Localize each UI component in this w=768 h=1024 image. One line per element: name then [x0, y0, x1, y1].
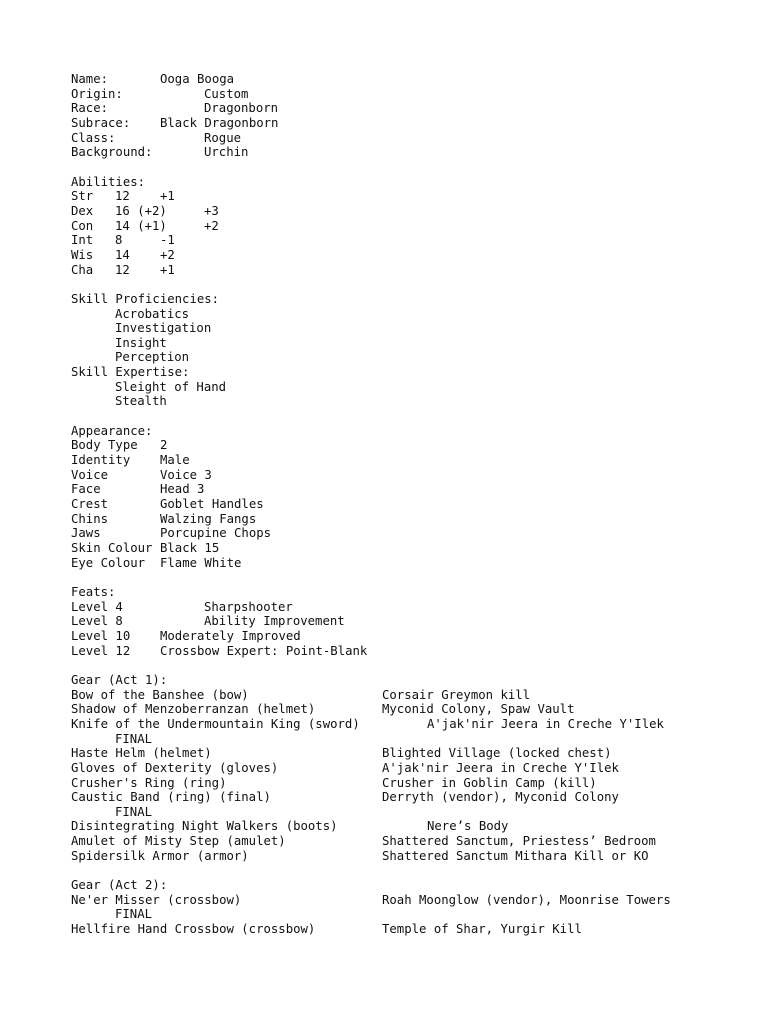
ability-score: 16 (+2) — [115, 203, 167, 218]
appearance-value: Porcupine Chops — [160, 526, 272, 541]
skill-item — [71, 336, 731, 351]
feat-row — [71, 644, 731, 659]
feat-level: Level 12 — [71, 643, 131, 658]
background-label: Background: — [71, 145, 153, 160]
gear-row — [71, 717, 731, 732]
gear-item: Bow of the Banshee (bow) — [71, 687, 249, 702]
gear-item: Spidersilk Armor (armor) — [71, 848, 249, 863]
ability-row — [71, 189, 731, 204]
gear-item: Crusher's Ring (ring) — [71, 775, 227, 790]
spacer — [71, 409, 731, 424]
gear-item: Hellfire Hand Crossbow (crossbow) — [71, 922, 316, 937]
feat-row — [71, 614, 731, 629]
gear-row — [71, 702, 731, 717]
spacer — [71, 160, 731, 175]
gear-act2-heading — [71, 878, 731, 893]
gear-row — [71, 790, 731, 805]
skill-item — [71, 350, 731, 365]
gear-note — [71, 805, 731, 820]
gear-item: Amulet of Misty Step (amulet) — [71, 834, 286, 849]
ability-row — [71, 219, 731, 234]
gear-source: Myconid Colony, Spaw Vault — [382, 702, 575, 717]
feat-name: Moderately Improved — [160, 628, 301, 643]
gear-item: Disintegrating Night Walkers (boots) — [71, 819, 338, 834]
appearance-label: Jaws — [71, 526, 101, 541]
appearance-value: Goblet Handles — [160, 497, 264, 512]
gear-item: Haste Helm (helmet) — [71, 746, 212, 761]
gear-row — [71, 761, 731, 776]
ability-row — [71, 233, 731, 248]
skill-expertise-heading-text: Skill Expertise: — [71, 365, 190, 380]
gear-source: Derryth (vendor), Myconid Colony — [382, 790, 619, 805]
ability-name: Dex — [71, 203, 94, 218]
class-label: Class: — [71, 130, 116, 145]
class-value: Rogue — [204, 130, 242, 145]
skill-proficiencies-heading-text: Skill Proficiencies: — [71, 291, 220, 306]
gear-row — [71, 688, 731, 703]
appearance-value: Head 3 — [160, 482, 205, 497]
ability-name: Cha — [71, 262, 94, 277]
appearance-label: Voice — [71, 467, 109, 482]
background-line — [71, 145, 731, 160]
appearance-label: Crest — [71, 497, 109, 512]
gear-source: Crusher in Goblin Camp (kill) — [382, 775, 597, 790]
origin-label: Origin: — [71, 86, 123, 101]
background-value: Urchin — [204, 145, 249, 160]
gear-final-note: FINAL — [115, 804, 153, 819]
name-line — [71, 72, 731, 87]
gear-act2-heading-text: Gear (Act 2): — [71, 878, 168, 893]
feat-name: Crossbow Expert: Point-Blank — [160, 643, 368, 658]
appearance-heading — [71, 424, 731, 439]
appearance-label: Face — [71, 482, 101, 497]
feats-heading-text: Feats: — [71, 584, 116, 599]
gear-row — [71, 849, 731, 864]
appearance-value: 2 — [160, 438, 168, 453]
gear-row — [71, 893, 731, 908]
race-line — [71, 101, 731, 116]
appearance-value: Flame White — [160, 555, 242, 570]
gear-act1-heading — [71, 673, 731, 688]
feat-name: Sharpshooter — [204, 599, 293, 614]
skill-item — [71, 307, 731, 322]
ability-modifier: +1 — [160, 189, 175, 204]
appearance-row — [71, 526, 731, 541]
gear-source: Nere’s Body — [427, 819, 509, 834]
ability-score: 14 (+1) — [115, 218, 167, 233]
appearance-row — [71, 541, 731, 556]
ability-name: Wis — [71, 247, 94, 262]
spacer — [71, 570, 731, 585]
appearance-value: Walzing Fangs — [160, 511, 257, 526]
class-line — [71, 131, 731, 146]
appearance-label: Body Type — [71, 438, 138, 453]
ability-row — [71, 204, 731, 219]
ability-modifier: -1 — [160, 233, 175, 248]
gear-item: Caustic Band (ring) (final) — [71, 790, 271, 805]
ability-row — [71, 248, 731, 263]
feats-heading — [71, 585, 731, 600]
race-label: Race: — [71, 101, 109, 116]
feat-name: Ability Improvement — [204, 614, 345, 629]
gear-row — [71, 819, 731, 834]
appearance-label: Identity — [71, 453, 131, 468]
gear-source: Blighted Village (locked chest) — [382, 746, 612, 761]
gear-source: Temple of Shar, Yurgir Kill — [382, 922, 582, 937]
skill-item — [71, 321, 731, 336]
skill-name: Acrobatics — [115, 306, 190, 321]
spacer — [71, 863, 731, 878]
appearance-row — [71, 512, 731, 527]
skill-item — [71, 380, 731, 395]
gear-final-note: FINAL — [115, 731, 153, 746]
appearance-value: Voice 3 — [160, 467, 212, 482]
skill-proficiencies-heading — [71, 292, 731, 307]
gear-row — [71, 776, 731, 791]
ability-row — [71, 263, 731, 278]
origin-value: Custom — [204, 86, 249, 101]
appearance-row — [71, 497, 731, 512]
skill-name: Stealth — [115, 394, 167, 409]
gear-item: Gloves of Dexterity (gloves) — [71, 760, 279, 775]
ability-score: 12 — [115, 189, 130, 204]
gear-act1-heading-text: Gear (Act 1): — [71, 672, 168, 687]
ability-name: Con — [71, 218, 94, 233]
appearance-value: Male — [160, 453, 190, 468]
gear-item: Shadow of Menzoberranzan (helmet) — [71, 702, 316, 717]
gear-note — [71, 732, 731, 747]
ability-modifier: +3 — [204, 203, 219, 218]
appearance-value: Black 15 — [160, 541, 220, 555]
subrace-value: Black Dragonborn — [160, 115, 279, 130]
gear-source: Corsair Greymon kill — [382, 687, 531, 702]
character-sheet — [71, 72, 731, 937]
gear-source: A'jak'nir Jeera in Creche Y'Ilek — [427, 716, 664, 731]
subrace-label: Subrace: — [71, 115, 131, 130]
feat-level: Level 4 — [71, 599, 123, 614]
ability-name: Str — [71, 189, 94, 204]
appearance-row — [71, 453, 731, 468]
ability-name: Int — [71, 233, 94, 248]
gear-source: A'jak'nir Jeera in Creche Y'Ilek — [382, 760, 619, 775]
ability-score: 12 — [115, 262, 130, 277]
skill-name: Sleight of Hand — [115, 379, 227, 394]
ability-modifier: +1 — [160, 262, 175, 277]
appearance-label: Eye Colour — [71, 555, 146, 570]
appearance-row — [71, 468, 731, 483]
gear-source: Roah Moonglow (vendor), Moonrise Towers — [382, 892, 671, 907]
name-label: Name: — [71, 72, 109, 86]
gear-item: Ne'er Misser (crossbow) — [71, 892, 242, 907]
spacer — [71, 277, 731, 292]
feat-row — [71, 600, 731, 615]
skill-name: Investigation — [115, 321, 212, 336]
appearance-row — [71, 482, 731, 497]
ability-modifier: +2 — [160, 247, 175, 262]
skill-expertise-heading — [71, 365, 731, 380]
spacer — [71, 658, 731, 673]
race-value: Dragonborn — [204, 101, 279, 116]
gear-final-note: FINAL — [115, 907, 153, 922]
gear-row — [71, 834, 731, 849]
gear-source: Shattered Sanctum, Priestess’ Bedroom — [382, 834, 656, 849]
gear-note — [71, 907, 731, 922]
gear-item: Knife of the Undermountain King (sword) — [71, 716, 360, 731]
feat-row — [71, 629, 731, 644]
feat-level: Level 8 — [71, 614, 123, 629]
abilities-heading-text: Abilities: — [71, 174, 146, 189]
gear-row — [71, 922, 731, 937]
gear-row — [71, 746, 731, 761]
gear-source: Shattered Sanctum Mithara Kill or KO — [382, 848, 649, 863]
appearance-label: Skin Colour — [71, 541, 153, 555]
appearance-label: Chins — [71, 511, 109, 526]
feat-level: Level 10 — [71, 628, 131, 643]
ability-score: 8 — [115, 233, 123, 248]
subrace-line — [71, 116, 731, 131]
origin-line — [71, 87, 731, 102]
appearance-row — [71, 438, 731, 453]
abilities-heading — [71, 175, 731, 190]
skill-name: Insight — [115, 335, 167, 350]
name-value: Ooga Booga — [160, 72, 235, 86]
ability-score: 14 — [115, 247, 130, 262]
skill-item — [71, 394, 731, 409]
appearance-heading-text: Appearance: — [71, 423, 153, 438]
ability-modifier: +2 — [204, 218, 219, 233]
skill-name: Perception — [115, 350, 190, 365]
appearance-row — [71, 556, 731, 571]
